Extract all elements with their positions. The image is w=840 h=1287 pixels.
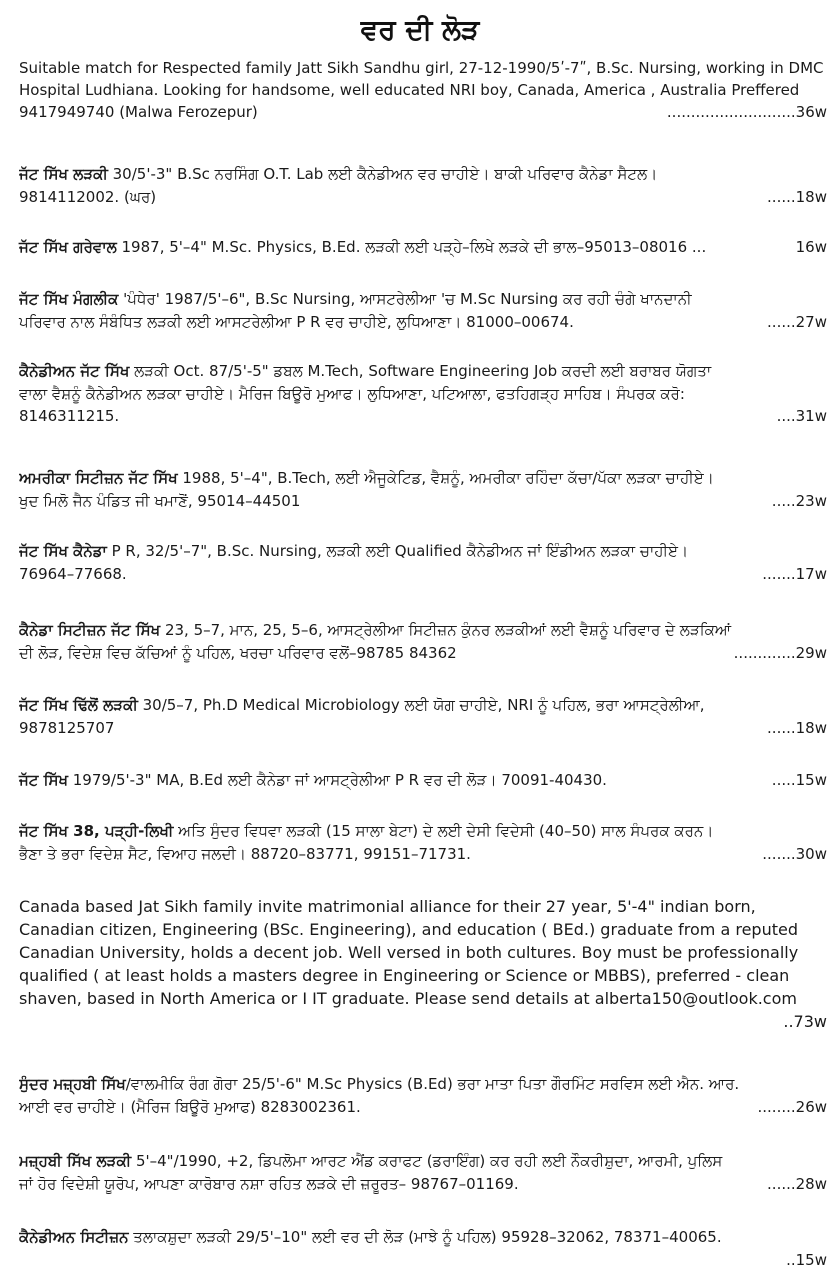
ad-text: 30/5–7, Ph.D Medical Microbiology ਲਈ ਯੋਗ ਚਾਹੀਏ, NRI ਨੂੰ ਪਹਿਲ, ਭਰਾ ਆਸਟ੍ਰੇਲੀਆ,: [137, 696, 705, 714]
ad-text: 23, 5–7, ਮਾਨ, 25, 5–6, ਆਸਟ੍ਰੇਲੀਆ ਸਿਟੀਜ਼ਨ ਕੁੰਨਰ ਲੜਕੀਆਂ ਲਈ ਵੈਸ਼ਨੂੰ ਪਰਿਵਾਰ ਦੇ ਲੜਕਿਆਂ: [160, 621, 732, 639]
ad-listing: [19, 895, 827, 1033]
ad-listing: [19, 1073, 827, 1118]
ad-text-line: Canadian citizen, Engineering (BSc. Engineering), and education ( BEd.) graduate from a reputed: [19, 920, 798, 939]
ad-code: ......18w: [767, 187, 827, 206]
ad-lead: ਸੁੰਦਰ ਮਜ਼੍ਹਬੀ ਸਿੱਖ: [19, 1075, 126, 1093]
ad-text: ਅਤਿ ਸੁੰਦਰ ਵਿਧਵਾ ਲੜਕੀ (15 ਸਾਲਾ ਬੇਟਾ) ਦੇ ਲਈ ਦੇਸੀ ਵਿਦੇਸੀ (40–50) ਸਾਲ ਸੰਪਰਕ ਕਰਨ।: [173, 822, 714, 840]
ad-listing: [19, 163, 827, 208]
ad-lead: ਮਜ਼੍ਹਬੀ ਸਿੱਖ ਲੜਕੀ: [19, 1152, 132, 1170]
ad-code: 16w: [795, 238, 827, 256]
ad-listing: [19, 820, 827, 865]
ad-code: ....31w: [776, 407, 827, 425]
ad-text: P R, 32/5'–7", B.Sc. Nursing, ਲੜਕੀ ਲਈ Qualified ਕੈਨੇਡੀਅਨ ਜਾਂ ਇੰਡੀਅਨ ਲੜਕਾ ਚਾਹੀਏ।: [106, 542, 689, 560]
ad-lead: ਕੈਨੇਡੀਅਨ ਸਿਟੀਜ਼ਨ: [19, 1228, 129, 1246]
ad-contact: ਜਾਂ ਹੋਰ ਵਿਦੇਸ਼ੀ ਯੂਰੋਪ, ਆਪਣਾ ਕਾਰੋਬਾਰ ਨਸ਼ਾ ਰਹਿਤ ਲੜਕੇ ਦੀ ਜ਼ਰੂਰਤ– 98767–01169.: [19, 1174, 519, 1193]
ad-lead: ਕੈਨੇਡਾ ਸਿਟੀਜ਼ਨ ਜੱਟ ਸਿੱਖ: [19, 621, 161, 639]
ad-text-line: Suitable match for Respected family Jatt Sikh Sandhu girl, 27-12-1990/5ʹ-7ʺ, B.Sc. Nursing, working in DMC: [19, 59, 824, 77]
ad-text: 1988, 5'–4", B.Tech, ਲਈ ਐਜੂਕੇਟਿਡ, ਵੈਸ਼ਨੂੰ, ਅਮਰੀਕਾ ਰਹਿੰਦਾ ਕੱਚਾ/ਪੱਕਾ ਲੜਕਾ ਚਾਹੀਏ।: [177, 469, 714, 487]
ad-contact: ਦੀ ਲੋੜ, ਵਿਦੇਸ਼ ਵਿਚ ਕੱਚਿਆਂ ਨੂੰ ਪਹਿਲ, ਖਰਚਾ ਪਰਿਵਾਰ ਵਲੋਂ–98785 84362: [19, 643, 457, 662]
ad-contact: 8146311215.: [19, 407, 120, 425]
ad-listing: [19, 288, 827, 333]
ad-text: 1979/5'-3" MA, B.Ed ਲਈ ਕੈਨੇਡਾ ਜਾਂ ਆਸਟ੍ਰੇਲੀਆ P R ਵਰ ਦੀ ਲੋੜ। 70091-40430.: [67, 771, 607, 789]
ad-lead: ਕੈਨੇਡੀਅਨ ਜੱਟ ਸਿੱਖ: [19, 362, 130, 380]
ad-listing: [19, 540, 827, 585]
ad-contact: 9878125707: [19, 718, 115, 737]
ad-text-line: shaven, based in North America or I IT graduate. Please send details at alberta150@outlook.com: [19, 989, 797, 1008]
ad-text-line: ਵਾਲਾ ਵੈਸ਼ਨੂੰ ਕੈਨੇਡੀਅਨ ਲੜਕਾ ਚਾਹੀਏ। ਮੈਰਿਜ ਬਿਊਰੋ ਮੁਆਫ। ਲੁਧਿਆਣਾ, ਪਟਿਆਲਾ, ਫਤਹਿਗੜ੍ਹ ਸਾਹਿਬ। ਸੰਪਰਕ ਕਰੋ:: [19, 384, 685, 403]
ad-text: 30/5'-3" B.Sc ਨਰਸਿੰਗ O.T. Lab ਲਈ ਕੈਨੇਡੀਅਨ ਵਰ ਚਾਹੀਏ। ਬਾਕੀ ਪਰਿਵਾਰ ਕੈਨੇਡਾ ਸੈਟਲ।: [107, 165, 658, 183]
ad-code: ......18w: [767, 718, 827, 737]
ad-code: .......17w: [762, 564, 827, 583]
ad-lead: ਜੱਟ ਸਿੱਖ ਕੈਨੇਡਾ: [19, 542, 107, 560]
ad-text-line: Hospital Ludhiana. Looking for handsome, well educated NRI boy, Canada, America , Australia Preffered: [19, 81, 800, 99]
ad-listing: [19, 1226, 827, 1271]
ad-lead: ਅਮਰੀਕਾ ਸਿਟੀਜ਼ਨ ਜੱਟ ਸਿੱਖ: [19, 469, 178, 487]
ad-code: .....23w: [771, 491, 827, 510]
ad-contact: ਖੁਦ ਮਿਲੋ ਜੈਨ ਪੰਡਿਤ ਜੀ ਖਮਾਣੋਂ, 95014–44501: [19, 491, 301, 510]
ad-lead: ਜੱਟ ਸਿੱਖ ਲੜਕੀ: [19, 165, 108, 183]
ad-code: .....15w: [771, 771, 827, 789]
ad-listing: [19, 236, 827, 259]
ad-listing: [19, 57, 827, 123]
ad-contact: ਆਈ ਵਰ ਚਾਹੀਏ। (ਮੈਰਿਜ ਬਿਊਰੋ ਮੁਆਫ) 8283002361.: [19, 1097, 361, 1116]
ad-lead: ਜੱਟ ਸਿੱਖ: [19, 771, 68, 789]
ad-listing: [19, 1150, 827, 1195]
ad-text-line: qualified ( at least holds a masters degree in Engineering or Science or MBBS), preferred - clean: [19, 966, 790, 985]
page-title: ਵਰ ਦੀ ਲੋੜ: [360, 13, 480, 46]
ad-code: ..15w: [786, 1250, 827, 1269]
ad-lead: ਜੱਟ ਸਿੱਖ 38, ਪੜ੍ਹੀ-ਲਿਖੀ: [19, 822, 174, 840]
ad-code: ........26w: [757, 1097, 827, 1116]
ad-listing: [19, 360, 827, 428]
ad-contact: 9417949740 (Malwa Ferozepur): [19, 103, 258, 121]
ad-listing: [19, 619, 827, 664]
ad-contact: 9814112002. (ਘਰ): [19, 187, 157, 206]
ad-text: 5'–4"/1990, +2, ਡਿਪਲੋਮਾ ਆਰਟ ਐਂਡ ਕਰਾਫਟ (ਡਰਾਇੰਗ) ਕਰ ਰਹੀ ਲਈ ਨੌਕਰੀਸ਼ੁਦਾ, ਆਰਮੀ, ਪੁਲਿਸ: [131, 1152, 723, 1170]
ad-text: 1987, 5'–4" M.Sc. Physics, B.Ed. ਲੜਕੀ ਲਈ ਪੜ੍ਹੇ–ਲਿਖੇ ਲੜਕੇ ਦੀ ਭਾਲ–95013–08016 ...: [116, 238, 707, 256]
ad-code: ...........................36w: [666, 103, 827, 121]
ad-code: ......27w: [767, 312, 827, 331]
ad-contact: 76964–77668.: [19, 564, 127, 583]
ad-contact: ਪਰਿਵਾਰ ਨਾਲ ਸੰਬੰਧਿਤ ਲੜਕੀ ਲਈ ਆਸਟਰੇਲੀਆ P R ਵਰ ਚਾਹੀਏ, ਲੁਧਿਆਣਾ। 81000–00674.: [19, 312, 574, 331]
ad-lead: ਜੱਟ ਸਿੱਖ ਗਰੇਵਾਲ: [19, 238, 117, 256]
ad-listing: [19, 467, 827, 512]
ad-lead: ਜੱਟ ਸਿੱਖ ਢਿੱਲੋਂ ਲੜਕੀ: [19, 696, 138, 714]
ad-text: ਤਲਾਕਸ਼ੁਦਾ ਲੜਕੀ 29/5'–10" ਲਈ ਵਰ ਦੀ ਲੋੜ (ਮਾਝੇ ਨੂੰ ਪਹਿਲ) 95928–32062, 78371–40065.: [128, 1228, 722, 1246]
ad-listing: [19, 769, 827, 792]
ad-text: ਲੜਕੀ Oct. 87/5'-5" ਡਬਲ M.Tech, Software Engineering Job ਕਰਦੀ ਲਈ ਬਰਾਬਰ ਯੋਗਤਾ: [129, 362, 712, 380]
ad-code: ......28w: [767, 1174, 827, 1193]
ad-listing: [19, 694, 827, 739]
ad-lead: ਜੱਟ ਸਿੱਖ ਮੰਗਲੀਕ: [19, 290, 119, 308]
ad-code: .......30w: [762, 844, 827, 863]
ad-text-line: Canadian University, holds a decent job. Well versed in both cultures. Boy must be professionally: [19, 943, 799, 962]
ad-code: .............29w: [733, 643, 827, 662]
ad-contact: ਭੈਣਾ ਤੇ ਭਰਾ ਵਿਦੇਸ਼ ਸੈਟ, ਵਿਆਹ ਜਲਦੀ। 88720–83771, 99151–71731.: [19, 844, 471, 863]
ad-text: /ਵਾਲਮੀਕਿ ਰੰਗ ਗੋਰਾ 25/5'-6" M.Sc Physics (B.Ed) ਭਰਾ ਮਾਤਾ ਪਿਤਾ ਗੌਰਮਿੰਟ ਸਰਵਿਸ ਲਈ ਐਨ. ਆਰ.: [125, 1075, 740, 1093]
ad-text-line: Canada based Jat Sikh family invite matrimonial alliance for their 27 year, 5'-4" indian born,: [19, 897, 756, 916]
ad-code: ..73w: [783, 1012, 827, 1031]
ad-text: 'ਪੰਧੇਰ' 1987/5'–6", B.Sc Nursing, ਆਸਟਰੇਲੀਆ 'ਚ M.Sc Nursing ਕਰ ਰਹੀ ਚੰਗੇ ਖਾਨਦਾਨੀ: [118, 290, 692, 308]
